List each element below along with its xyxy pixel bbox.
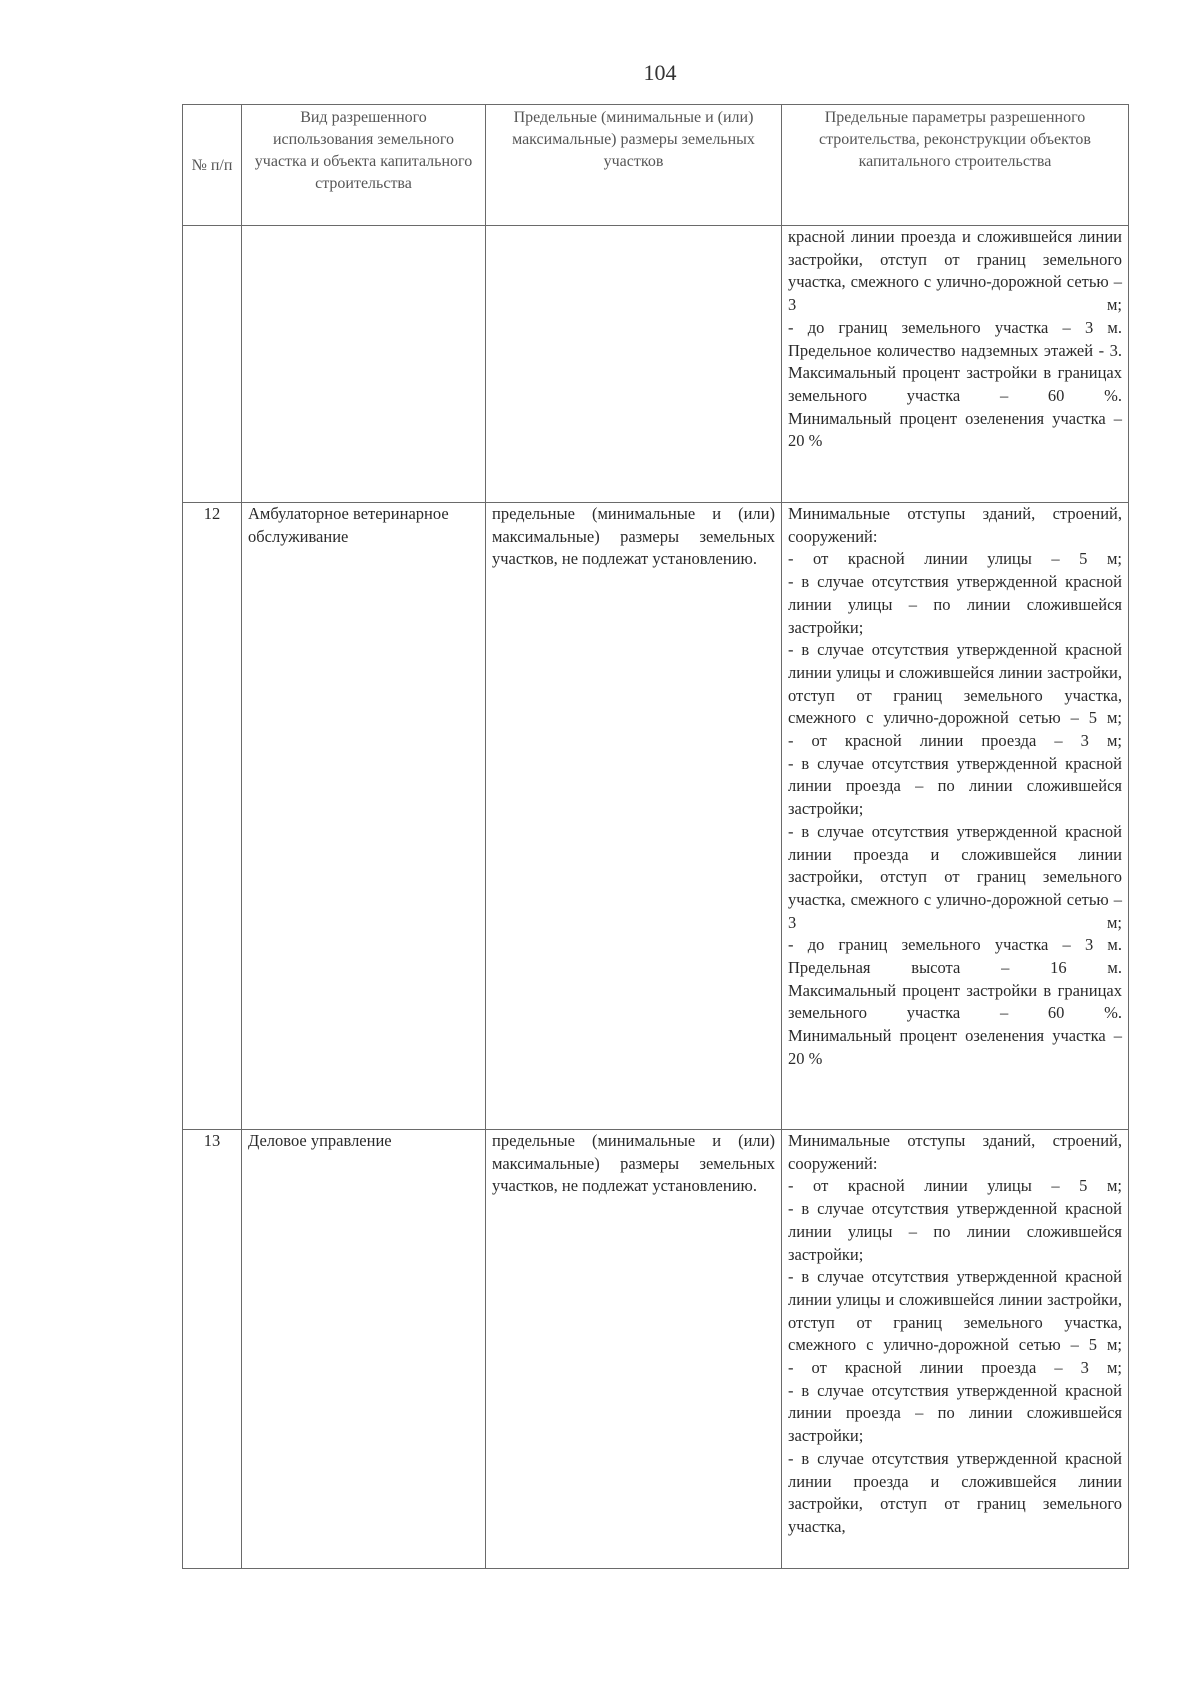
table-row <box>183 1130 1129 1569</box>
cell-params <box>782 1130 1129 1569</box>
param-line: - в случае отсутствия утвержденной красной линии проезда и сложившейся линии застройки, отступ от границ земельного участка, <box>788 1448 1122 1536</box>
cell-plot-size: предельные (минимальные и (или) максимальные) размеры земельных участков, не подлежат установлению. <box>486 503 782 1130</box>
param-line: - от красной линии проезда – 3 м; <box>788 731 1122 751</box>
param-line: - от красной линии улицы – 5 м; <box>788 549 1122 569</box>
cell-use-type: Амбулаторное ветеринарное обслуживание <box>242 503 486 1130</box>
cell-params <box>782 226 1129 503</box>
cell-plot-size <box>486 226 782 503</box>
zoning-parameters-table <box>182 104 1129 1569</box>
param-line: - до границ земельного участка – 3 м. <box>788 317 1122 337</box>
cell-params <box>782 503 1129 1130</box>
param-line: Минимальный процент озеленения участка – 20 % <box>788 408 1122 451</box>
header-use-type: Вид разрешенного использования земельного участка и объекта капитального строительства <box>242 105 486 226</box>
param-line: Минимальный процент озеленения участка – 20 % <box>788 1026 1122 1068</box>
cell-number: 13 <box>183 1130 242 1569</box>
param-line: - в случае отсутствия утвержденной красной линии улицы и сложившейся линии застройки, отступ от границ земельного участка, смежного с улично-дорожной сетью – 5 м; <box>788 640 1122 728</box>
table-header-row <box>183 105 1129 226</box>
param-line: Минимальные отступы зданий, строений, сооружений: <box>788 1131 1122 1173</box>
param-line: - от красной линии улицы – 5 м; <box>788 1176 1122 1196</box>
header-plot-size: Предельные (минимальные и (или) максимальные) размеры земельных участков <box>486 105 782 226</box>
param-line: Предельная высота – 16 м. <box>788 958 1122 978</box>
param-line: - в случае отсутствия утвержденной красной линии улицы – по линии сложившейся застройки; <box>788 1199 1122 1264</box>
cell-plot-size: предельные (минимальные и (или) максимальные) размеры земельных участков, не подлежат установлению. <box>486 1130 782 1569</box>
param-line: Минимальные отступы зданий, строений, сооружений: <box>788 504 1122 546</box>
cell-use-type: Деловое управление <box>242 1130 486 1569</box>
param-line: Максимальный процент застройки в границах земельного участка – 60 %. <box>788 980 1122 1023</box>
header-number: № п/п <box>183 105 242 226</box>
param-line: красной линии проезда и сложившейся линии застройки, отступ от границ земельного участка, смежного с улично-дорожной сетью – 3 м; <box>788 227 1122 315</box>
table-row-continuation <box>183 226 1129 503</box>
cell-number: 12 <box>183 503 242 1130</box>
table-row <box>183 503 1129 1130</box>
param-line: - в случае отсутствия утвержденной красной линии проезда и сложившейся линии застройки, отступ от границ земельного участка, смежного с улично-дорожной сетью – 3 м; <box>788 821 1122 932</box>
param-line: Максимальный процент застройки в границах земельного участка – 60 %. <box>788 363 1122 405</box>
param-line: - от красной линии проезда – 3 м; <box>788 1358 1122 1378</box>
param-line: Предельное количество надземных этажей - 3. <box>788 340 1122 360</box>
param-line: - до границ земельного участка – 3 м. <box>788 935 1122 955</box>
param-line: - в случае отсутствия утвержденной красной линии проезда – по линии сложившейся застройки; <box>788 753 1122 819</box>
param-line: - в случае отсутствия утвержденной красной линии улицы и сложившейся линии застройки, отступ от границ земельного участка, смежного с улично-дорожной сетью – 5 м; <box>788 1267 1122 1355</box>
page-number: 104 <box>643 60 677 85</box>
cell-use-type <box>242 226 486 503</box>
header-construction-params: Предельные параметры разрешенного строительства, реконструкции объектов капитального строительства <box>782 105 1129 226</box>
param-line: - в случае отсутствия утвержденной красной линии проезда – по линии сложившейся застройки; <box>788 1380 1122 1446</box>
cell-number <box>183 226 242 503</box>
param-line: - в случае отсутствия утвержденной красной линии улицы – по линии сложившейся застройки; <box>788 572 1122 637</box>
